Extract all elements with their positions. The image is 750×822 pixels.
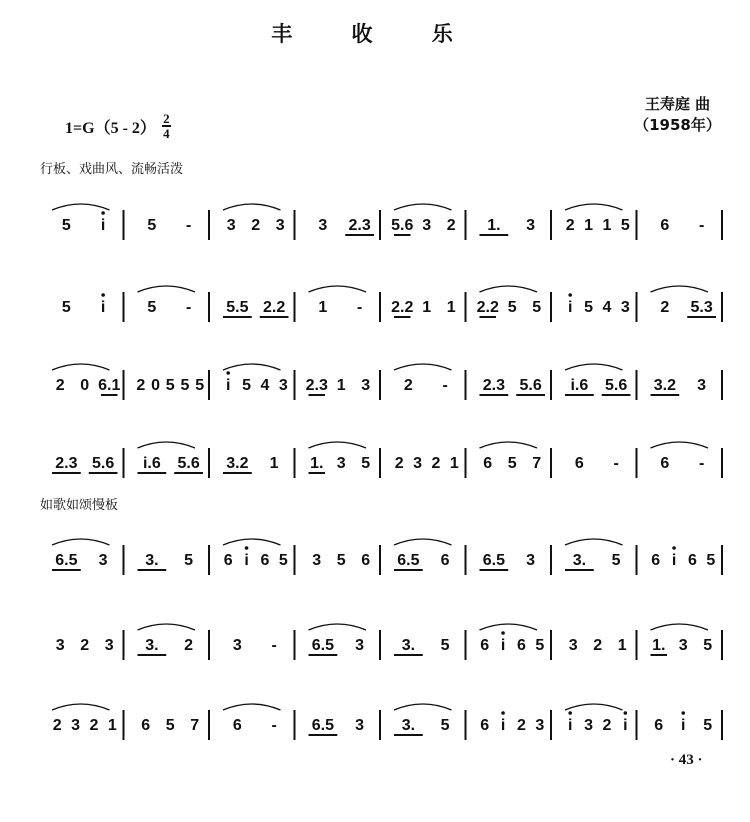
note: 6 xyxy=(260,552,270,569)
note: 2 xyxy=(184,637,194,654)
note: 6 xyxy=(223,552,233,569)
note: 5 xyxy=(147,299,157,316)
note: 3. xyxy=(145,552,159,569)
note: 0 xyxy=(151,377,161,394)
slur xyxy=(480,286,538,292)
note: 2.3 xyxy=(348,217,371,234)
score-row-5 xyxy=(0,525,750,585)
slur xyxy=(480,442,538,448)
note: 5 xyxy=(507,299,517,316)
note: 5 xyxy=(184,552,194,569)
note: 5 xyxy=(242,377,252,394)
slur xyxy=(309,442,367,448)
note: 3 xyxy=(71,717,81,734)
note: 1 xyxy=(336,377,346,394)
note: 6.1 xyxy=(98,377,121,394)
note: 5 xyxy=(532,299,542,316)
note: 3 xyxy=(355,717,365,734)
composition-year: （1958年） xyxy=(634,116,721,134)
note: - xyxy=(185,299,192,316)
octave-dot xyxy=(501,711,505,715)
note: 5.6 xyxy=(391,217,414,234)
note: 1 xyxy=(449,455,459,472)
note: 2 xyxy=(431,455,441,472)
note: 1 xyxy=(422,299,432,316)
note: 6 xyxy=(660,455,670,472)
row-text: 2.3 5.6 | i.6 5.6 | 3.2 1 | 1. 3 5 | 2 3 2 1 | 6 5 7 | 6 - | 6 - | xyxy=(0,428,29,429)
note: 1 xyxy=(318,299,328,316)
note: 7 xyxy=(532,455,542,472)
note: 5 xyxy=(535,637,545,654)
slur xyxy=(52,539,110,545)
note: 5 xyxy=(165,717,175,734)
note: 2 xyxy=(251,217,261,234)
note: - xyxy=(698,455,705,472)
note: 6 xyxy=(651,552,661,569)
slur xyxy=(223,704,281,710)
note: 6 xyxy=(141,717,151,734)
note: 6 xyxy=(687,552,697,569)
note: 5.6 xyxy=(92,455,115,472)
note: 2 xyxy=(602,717,612,734)
note: i.6 xyxy=(570,377,589,394)
note: 3 xyxy=(697,377,707,394)
score-row-1 xyxy=(0,190,750,250)
note: i xyxy=(100,299,106,316)
note: 5 xyxy=(165,377,175,394)
note: i xyxy=(567,299,573,316)
octave-dot xyxy=(101,293,105,297)
note: i xyxy=(500,637,506,654)
octave-dot xyxy=(226,371,230,375)
note: - xyxy=(356,299,363,316)
note: i xyxy=(681,717,686,734)
page-number: · 43 · xyxy=(670,752,703,768)
note: 3 xyxy=(275,217,285,234)
note: 5 xyxy=(611,552,621,569)
note: 3 xyxy=(278,377,288,394)
slur xyxy=(52,204,110,210)
slur xyxy=(565,364,623,370)
note: 3 xyxy=(98,552,108,569)
note: 3 xyxy=(422,217,432,234)
note: - xyxy=(185,217,192,234)
slur xyxy=(223,364,281,370)
tempo-marking-1: 行板、戏曲风、流畅活泼 xyxy=(40,162,184,177)
slur xyxy=(394,364,452,370)
note: 5.3 xyxy=(690,299,713,316)
note: 6.5 xyxy=(311,637,334,654)
note: 6 xyxy=(516,637,526,654)
note: 5.5 xyxy=(226,299,249,316)
note: - xyxy=(271,637,277,654)
note: 3 xyxy=(584,717,594,734)
note: 1 xyxy=(107,717,117,734)
composer-name: 王寿庭 曲 xyxy=(644,95,711,113)
row-text: 2 0 6.1 | 2 0 5 5 5 | i 5 4 3 | 2.3 1 3 | 2 - | 2.3 5.6 | i.6 5.6 | 3.2 3 | xyxy=(0,350,33,351)
slur xyxy=(651,442,709,448)
octave-dot xyxy=(672,546,676,550)
slur xyxy=(651,624,709,630)
note: 6 xyxy=(232,717,242,734)
note: 2 xyxy=(394,455,404,472)
note: 2.3 xyxy=(55,455,78,472)
note: 0 xyxy=(80,377,90,394)
tempo-marking-2: 如歌如颂慢板 xyxy=(40,498,119,513)
note: 7 xyxy=(190,717,200,734)
octave-dot xyxy=(501,631,505,635)
note: 5 xyxy=(336,552,346,569)
note: 3 xyxy=(678,637,688,654)
time-signature-bottom: 4 xyxy=(163,126,170,141)
note: 6.5 xyxy=(55,552,78,569)
score-row-4 xyxy=(0,428,750,488)
note: i xyxy=(500,717,506,734)
note: 2 xyxy=(516,717,526,734)
octave-dot xyxy=(245,546,249,550)
note: 5 xyxy=(147,217,157,234)
note: 4 xyxy=(602,299,612,316)
note: 6 xyxy=(483,455,493,472)
slur xyxy=(651,286,709,292)
note: - xyxy=(271,717,277,734)
note: 1. xyxy=(310,455,324,472)
slur xyxy=(394,539,452,545)
slur xyxy=(565,704,623,710)
octave-dot xyxy=(681,711,685,715)
note: 3 xyxy=(526,217,536,234)
slur xyxy=(565,539,623,545)
slur xyxy=(138,286,196,292)
note: 2 xyxy=(660,299,670,316)
note: 3.2 xyxy=(226,455,249,472)
score-row-6 xyxy=(0,610,750,670)
note: 5 xyxy=(180,377,190,394)
note: i xyxy=(225,377,231,394)
note: 5 xyxy=(703,717,713,734)
note: - xyxy=(442,377,448,394)
note: 3 xyxy=(568,637,578,654)
note: 3 xyxy=(232,637,242,654)
slur xyxy=(52,364,110,370)
slur xyxy=(480,624,538,630)
note: 5 xyxy=(195,377,205,394)
slur xyxy=(565,204,623,210)
note: 1 xyxy=(602,217,612,234)
note: 1. xyxy=(487,217,501,234)
row-text: 3 2 3 | 3. 2 | 3 - | 6.5 3 | 3. 5 | 6 i 6 5 | 3 2 1 | 1. 3 5 | xyxy=(0,610,27,611)
note: 1 xyxy=(584,217,594,234)
note: 3 xyxy=(526,552,536,569)
note: i xyxy=(100,217,106,234)
score-row-2 xyxy=(0,272,750,332)
note: 3 xyxy=(312,552,322,569)
note: i.6 xyxy=(142,455,161,472)
slur xyxy=(309,286,367,292)
slur xyxy=(138,442,196,448)
row-text: 6.5 3 | 3. 5 | 6 i 6 5 | 3 5 6 | 6.5 6 | 6.5 3 | 3. 5 | 6 i 6 5 | xyxy=(0,525,28,526)
slur xyxy=(138,624,196,630)
note: 5 xyxy=(507,455,517,472)
note: 2.2 xyxy=(391,299,414,316)
note: 3. xyxy=(572,552,587,569)
note: 3 xyxy=(620,299,630,316)
slur xyxy=(309,624,367,630)
note: 2.2 xyxy=(476,299,499,316)
note: 5 xyxy=(440,717,450,734)
score-row-7 xyxy=(0,690,750,750)
octave-dot xyxy=(568,711,572,715)
key-signature xyxy=(65,112,171,140)
slur xyxy=(223,204,281,210)
note: 3. xyxy=(401,717,416,734)
note: 6 xyxy=(480,717,490,734)
note: 5.6 xyxy=(177,455,200,472)
note: 1 xyxy=(446,299,456,316)
note: 3 xyxy=(55,637,65,654)
score-title: 丰 收 乐 xyxy=(271,22,479,46)
note: 5 xyxy=(440,637,450,654)
key-text: 1=G（5 - 2） xyxy=(65,119,156,137)
note: 5.6 xyxy=(519,377,542,394)
note: 6 xyxy=(361,552,371,569)
note: 2 xyxy=(55,377,65,394)
note: i xyxy=(244,552,249,569)
note: 6.5 xyxy=(397,552,420,569)
note: 6 xyxy=(660,217,670,234)
note: 5 xyxy=(706,552,716,569)
note: 1 xyxy=(269,455,279,472)
note: 3. xyxy=(145,637,159,654)
note: 5 xyxy=(584,299,594,316)
note: 4 xyxy=(260,377,270,394)
note: 3 xyxy=(226,217,236,234)
note: i xyxy=(567,717,573,734)
note: 5 xyxy=(361,455,371,472)
note: 2 xyxy=(80,637,90,654)
note: 6.5 xyxy=(482,552,505,569)
note: 3 xyxy=(361,377,371,394)
note: 2 xyxy=(565,217,575,234)
note: 2 xyxy=(89,717,99,734)
note: 6 xyxy=(480,637,490,654)
composer-block xyxy=(620,94,735,136)
note: 2.3 xyxy=(482,377,505,394)
note: - xyxy=(613,455,619,472)
note: 3 xyxy=(413,455,423,472)
note: 5 xyxy=(61,299,71,316)
note: 3 xyxy=(336,455,346,472)
slur xyxy=(394,704,452,710)
score-row-3 xyxy=(0,350,750,410)
row-text: 5 i | 5 - | 5.5 2.2 | 1 - | 2.2 1 1 | 2.2 5 5 | i 5 4 3 | 2 5.3 | xyxy=(0,272,28,273)
note: 5 xyxy=(61,217,71,234)
note: 5 xyxy=(278,552,288,569)
note: 5 xyxy=(703,637,713,654)
note: 2 xyxy=(136,377,146,394)
row-text: 5 i | 5 - | 3 2 3 | 3 2.3 | 5.6 3 2 | 1. 3 | 2 1 1 5 | 6 - | xyxy=(0,190,26,191)
note: 1 xyxy=(617,637,627,654)
note: 2 xyxy=(593,637,603,654)
time-signature-top: 2 xyxy=(163,111,170,126)
note: 2.2 xyxy=(263,299,286,316)
note: 5.6 xyxy=(605,377,628,394)
note: 3 xyxy=(104,637,114,654)
note: 3 xyxy=(355,637,365,654)
note: 3 xyxy=(318,217,328,234)
note: i xyxy=(671,552,677,569)
note: 2.3 xyxy=(305,377,328,394)
note: 3 xyxy=(535,717,545,734)
note: 2 xyxy=(52,717,62,734)
row-text: 2 3 2 1 | 6 5 7 | 6 - | 6.5 3 | 3. 5 | 6 i 2 3 | i 3 2 i | 6 i 5 | xyxy=(0,690,28,691)
note: - xyxy=(698,217,705,234)
note: 2 xyxy=(403,377,413,394)
note: 2 xyxy=(446,217,456,234)
slur xyxy=(394,204,452,210)
note: 6 xyxy=(574,455,584,472)
note: 6 xyxy=(654,717,664,734)
note: 6.5 xyxy=(311,717,334,734)
note: i xyxy=(623,717,628,734)
note: 6 xyxy=(440,552,450,569)
octave-dot xyxy=(624,711,628,715)
slur xyxy=(52,704,110,710)
octave-dot xyxy=(101,211,105,215)
note: 3. xyxy=(401,637,416,654)
time-signature xyxy=(162,112,171,140)
note: 1. xyxy=(652,637,666,654)
octave-dot xyxy=(568,293,572,297)
note: 5 xyxy=(620,217,630,234)
slur xyxy=(223,539,281,545)
note: 3.2 xyxy=(653,377,676,394)
